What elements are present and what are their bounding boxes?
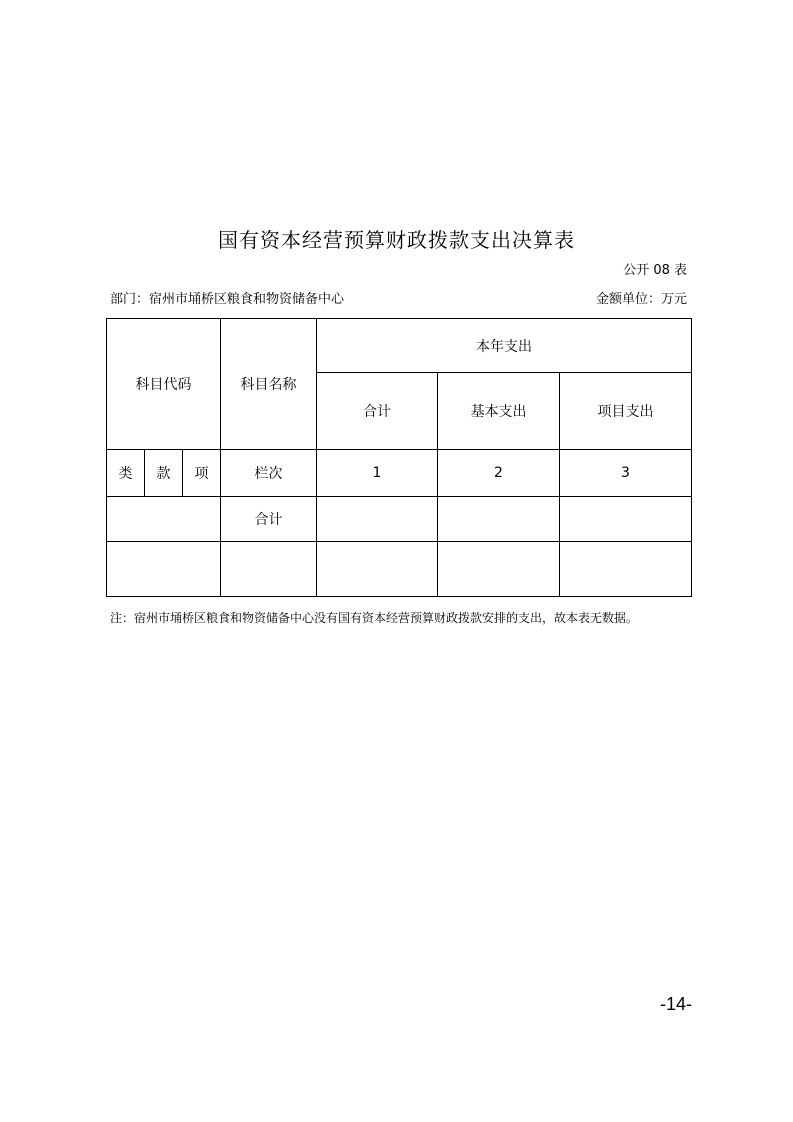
empty-row-total-cell: [317, 542, 438, 597]
empty-row-name-cell: [221, 542, 317, 597]
total-header: 合计: [317, 373, 438, 450]
subject-name-header: 科目名称: [221, 319, 317, 450]
current-year-expense-header: 本年支出: [317, 319, 692, 373]
footnote: 注：宿州市埇桥区粮食和物资储备中心没有国有资本经营预算财政拨款安排的支出，故本表无数据。: [110, 611, 639, 625]
total-row-total-cell: [317, 497, 438, 542]
category-header: 类: [107, 450, 145, 497]
column-index-header: 栏次: [221, 450, 317, 497]
page-title: 国有资本经营预算财政拨款支出决算表: [218, 228, 575, 252]
expense-table: [106, 318, 692, 597]
total-row-basic-cell: [438, 497, 560, 542]
project-expense-header: 项目支出: [560, 373, 692, 450]
page-number: -14-: [659, 994, 692, 1014]
basic-expense-header: 基本支出: [438, 373, 560, 450]
total-row-project-cell: [560, 497, 692, 542]
total-row-code-cell: [107, 497, 221, 542]
item-header: 项: [183, 450, 221, 497]
empty-row-code-cell: [107, 542, 221, 597]
subject-code-header: 科目代码: [107, 319, 221, 450]
empty-row-basic-cell: [438, 542, 560, 597]
total-row-label: 合计: [221, 497, 317, 542]
amount-unit-label: 金额单位：万元: [595, 292, 687, 307]
column-3-index: 3: [560, 450, 692, 497]
empty-row-project-cell: [560, 542, 692, 597]
form-number: 公开 08 表: [623, 263, 687, 278]
column-1-index: 1: [317, 450, 438, 497]
department-label: 部门：宿州市埇桥区粮食和物资储备中心: [110, 292, 345, 307]
column-2-index: 2: [438, 450, 560, 497]
section-header: 款: [145, 450, 183, 497]
